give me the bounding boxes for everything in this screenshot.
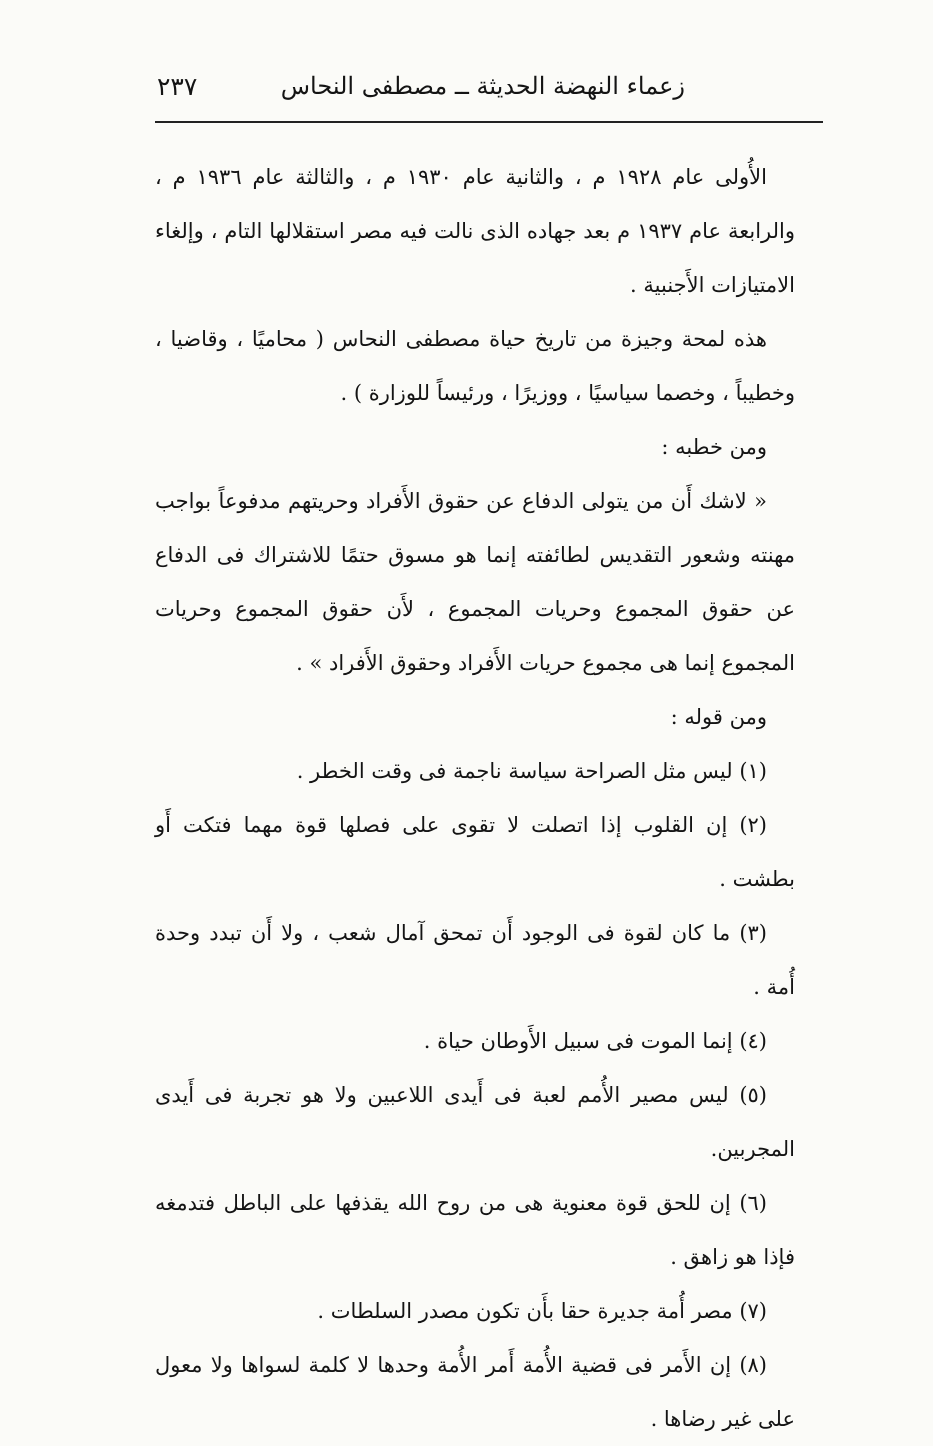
saying-item: (٧) مصر أُمة جديرة حقا بأَن تكون مصدر السلطات . bbox=[317, 1299, 767, 1323]
saying-item: (٢) إن القلوب إذا اتصلت لا تقوى على فصلها قوة مهما فتكت أَو بطشت . bbox=[155, 813, 795, 891]
body-text bbox=[155, 150, 795, 1446]
page-header bbox=[155, 64, 823, 120]
sayings-intro: ومن قوله : bbox=[670, 705, 767, 729]
running-title: زعماء النهضة الحديثة ــ مصطفى النحاس bbox=[280, 72, 685, 100]
saying-item: (٥) ليس مصير الأُمم لعبة فى أَيدى اللاعبين ولا هو تجربة فى أَيدى المجربين. bbox=[155, 1083, 795, 1161]
saying-item: (٣) ما كان لقوة فى الوجود أَن تمحق آمال شعب ، ولا أَن تبدد وحدة أُمة . bbox=[155, 921, 795, 999]
saying-item: (١) ليس مثل الصراحة سياسة ناجمة فى وقت الخطر . bbox=[296, 759, 767, 783]
saying-item: (٦) إن للحق قوة معنوية هى من روح الله يقذفها على الباطل فتدمغه فإذا هو زاهق . bbox=[155, 1191, 795, 1269]
speech-quote: « لاشك أَن من يتولى الدفاع عن حقوق الأَفراد وحريتهم مدفوعاً بواجب مهنته وشعور التقديس لطائفته إنما هو مسوق حتمًا للاشتراك فى الدفاع عن حقوق المجموع وحريات المجموع ، لأَن حقوق المجموع وحريات المجموع إنما هى مجموع حريات الأَفراد وحقوق الأَفراد » . bbox=[155, 489, 795, 675]
speeches-intro: ومن خطبه : bbox=[661, 435, 767, 459]
saying-item: (٤) إنما الموت فى سبيل الأَوطان حياة . bbox=[423, 1029, 767, 1053]
page-number: ٢٣٧ bbox=[157, 72, 198, 101]
header-rule bbox=[155, 121, 823, 123]
saying-item: (٨) إن الأَمر فى قضية الأُمة أَمر الأُمة وحدها لا كلمة لسواها ولا معول على غير رضاها . bbox=[155, 1353, 795, 1431]
paragraph-summary: هذه لمحة وجيزة من تاريخ حياة مصطفى النحاس ( محاميًا ، وقاضيا ، وخطيباً ، وخصما سياسيًا ، ووزيرًا ، ورئيساً للوزارة ) . bbox=[155, 327, 795, 405]
paragraph-premierships: الأُولى عام ١٩٢٨ م ، والثانية عام ١٩٣٠ م ، والثالثة عام ١٩٣٦ م ، والرابعة عام ١٩٣٧ م بعد جهاده الذى نالت فيه مصر استقلالها التام ، وإلغاء الامتيازات الأَجنبية . bbox=[155, 165, 795, 297]
